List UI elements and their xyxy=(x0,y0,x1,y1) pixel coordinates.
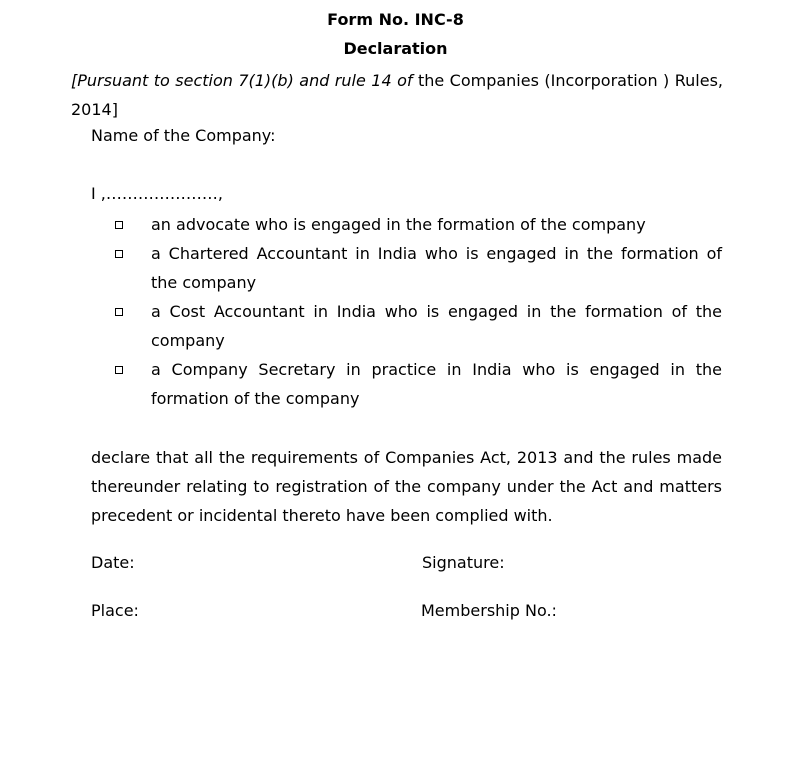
form-heading: Declaration xyxy=(343,39,448,58)
place-label: Place: xyxy=(91,601,139,620)
declarant-name-line: I ,…………………, xyxy=(91,184,223,203)
form-number: Form No. INC-8 xyxy=(327,10,464,29)
date-label: Date: xyxy=(91,553,135,572)
checkbox-cost-accountant[interactable] xyxy=(115,308,123,316)
checkbox-company-secretary[interactable] xyxy=(115,366,123,374)
membership-number-label: Membership No.: xyxy=(421,601,557,620)
option-company-secretary-text: a Company Secretary in practice in India who is engaged in the formation of the company xyxy=(151,360,722,408)
pursuant-italic-text: [Pursuant to section 7(1)(b) and rule 14 of xyxy=(71,71,413,90)
company-name-label: Name of the Company: xyxy=(91,126,276,145)
option-advocate-text: an advocate who is engaged in the formation of the company xyxy=(151,215,646,234)
checkbox-advocate[interactable] xyxy=(115,221,123,229)
checkbox-chartered-accountant[interactable] xyxy=(115,250,123,258)
declaration-paragraph: declare that all the requirements of Companies Act, 2013 and the rules made thereunder relating to registration of the company under the Act and matters precedent or incidental thereto have been complied with. xyxy=(91,448,722,525)
signature-label: Signature: xyxy=(422,553,505,572)
option-cost-accountant-text: a Cost Accountant in India who is engaged in the formation of the company xyxy=(151,302,722,350)
option-chartered-accountant-text: a Chartered Accountant in India who is engaged in the formation of the company xyxy=(151,244,722,292)
pursuant-clause xyxy=(71,66,723,124)
pursuant-normal-text: the Companies (Incorporation ) Rules, 2014] xyxy=(71,71,723,119)
